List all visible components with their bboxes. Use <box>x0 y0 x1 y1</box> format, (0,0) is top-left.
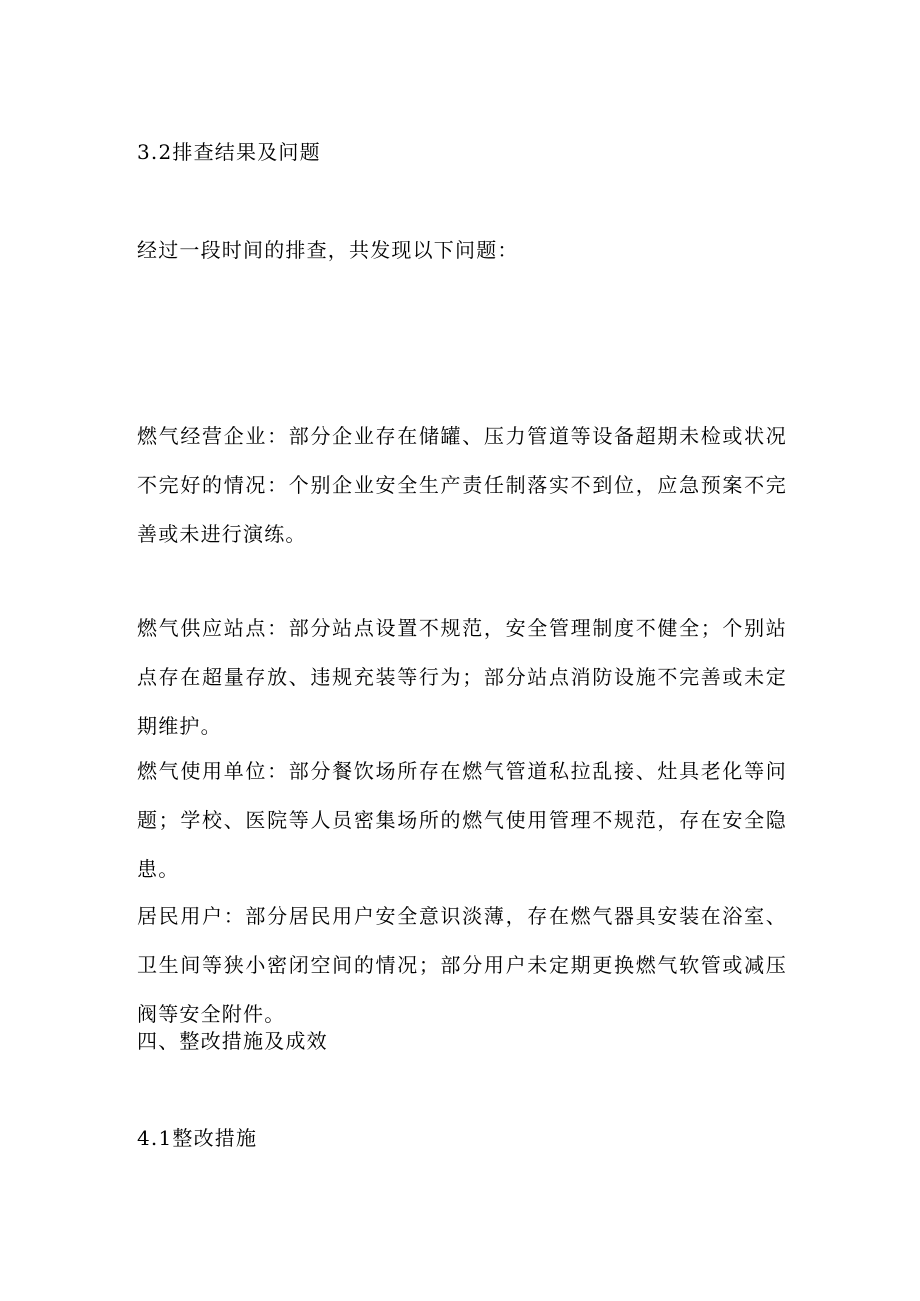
section-4-1-heading: 4.1整改措施 <box>137 1126 258 1150</box>
paragraph-gas-enterprises: 燃气经营企业：部分企业存在储罐、压力管道等设备超期未检或状况不完好的情况：个别企业安全生产责任制落实不到位，应急预案不完善或未进行演练。 <box>137 424 787 546</box>
paragraph-residential-users: 居民用户：部分居民用户安全意识淡薄，存在燃气器具安装在浴室、卫生间等狭小密闭空间的情况；部分用户未定期更换燃气软管或减压阀等安全附件。 <box>137 904 787 1026</box>
section-3-2-heading: 3.2排查结果及问题 <box>137 140 321 164</box>
chapter-4-heading: 四、整改措施及成效 <box>137 1029 328 1053</box>
intro-text: 经过一段时间的排查，共发现以下问题： <box>137 238 519 262</box>
paragraph-gas-supply-stations: 燃气供应站点：部分站点设置不规范，安全管理制度不健全；个别站点存在超量存放、违规充装等行为；部分站点消防设施不完善或未定期维护。 <box>137 616 787 738</box>
paragraph-gas-use-units: 燃气使用单位：部分餐饮场所存在燃气管道私拉乱接、灶具老化等问题；学校、医院等人员密集场所的燃气使用管理不规范，存在安全隐患。 <box>137 759 787 881</box>
